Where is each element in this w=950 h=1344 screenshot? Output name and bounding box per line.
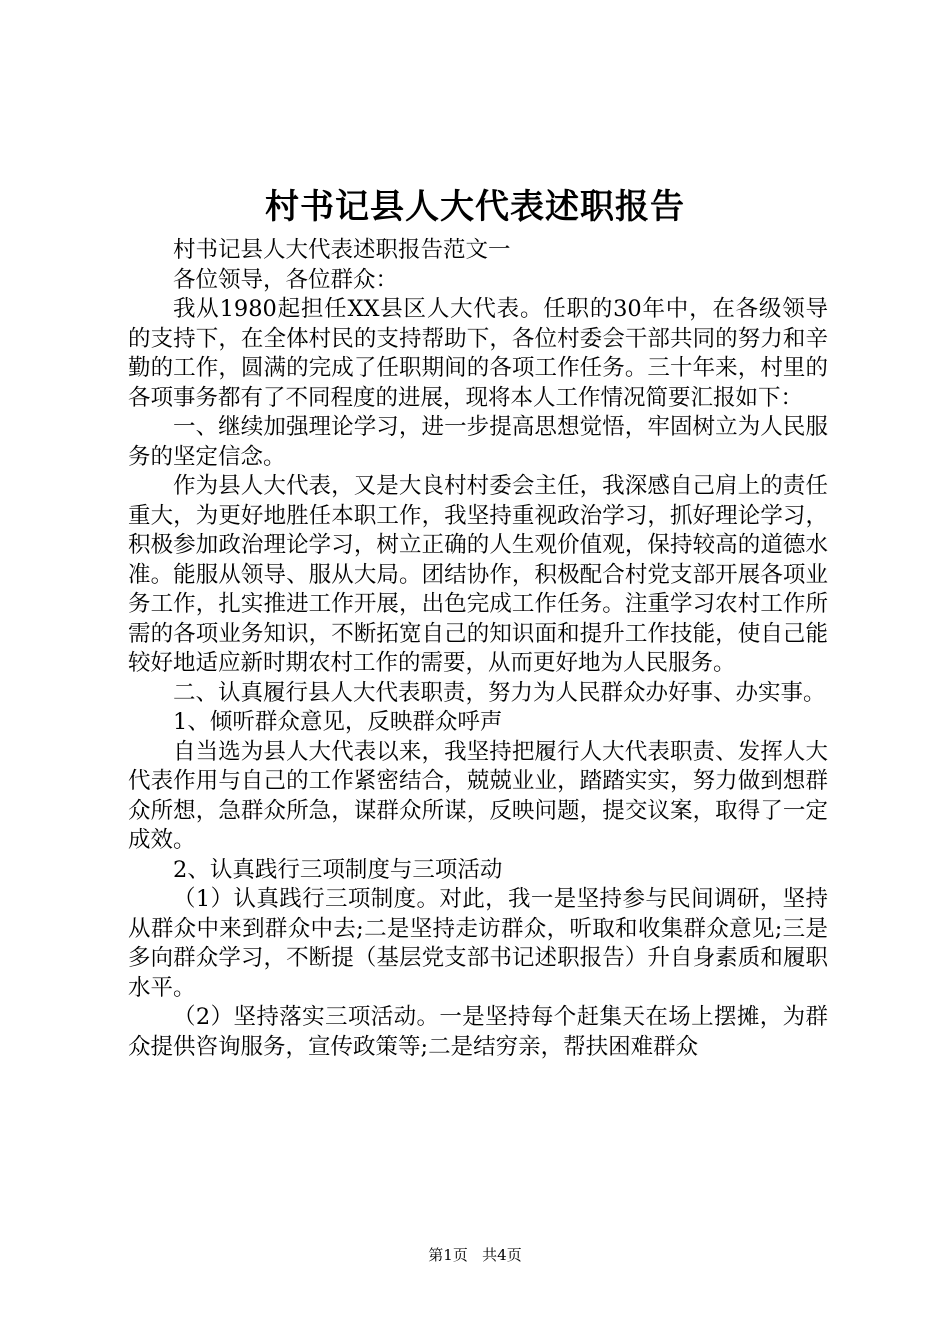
page-footer [0,1245,950,1265]
body-paragraph: 自当选为县人大代表以来，我坚持把履行人大代表职责、发挥人大代表作用与自己的工作紧密结合，兢兢业业，踏踏实实，努力做到想群众所想，急群众所急，谋群众所谋，反映问题，提交议案，取得了一定成效。 [128,738,828,853]
subsection-heading-2: 2、认真践行三项制度与三项活动 [173,856,503,883]
section-heading-2: 二、认真履行县人大代表职责，努力为人民群众办好事、办实事。 [173,679,826,706]
subtitle-paragraph: 村书记县人大代表述职报告范文一 [173,237,511,263]
salutation-paragraph: 各位领导，各位群众： [173,266,399,293]
section-heading-1: 一、继续加强理论学习，进一步提高思想觉悟，牢固树立为人民服务的坚定信念。 [128,414,828,470]
body-paragraph: （2）坚持落实三项活动。一是坚持每个赶集天在场上摆摊，为群众提供咨询服务，宣传政策等;二是结穷亲，帮扶困难群众 [128,1004,828,1060]
page-separator [473,1246,478,1264]
intro-paragraph: 我从1980起担任XX县区人大代表。任职的30年中，在各级领导的支持下，在全体村民的支持帮助下，各位村委会干部共同的努力和辛勤的工作，圆满的完成了任职期间的各项工作任务。三十年来，村里的各项事务都有了不同程度的进展，现将本人工作情况简要汇报如下： [128,296,828,411]
page-number: 第1页 [428,1246,468,1264]
page-total: 共4页 [482,1246,522,1264]
document-body [128,236,828,1062]
body-paragraph: （1）认真践行三项制度。对此，我一是坚持参与民间调研，坚持从群众中来到群众中去;二是坚持走访群众，听取和收集群众意见;三是多向群众学习，不断提（基层党支部书记述职报告）升自身素质和履职水平。 [128,886,828,1001]
subsection-heading-1: 1、倾听群众意见，反映群众呼声 [173,709,503,735]
body-paragraph: 作为县人大代表，又是大良村村委会主任，我深感自己肩上的责任重大，为更好地胜任本职工作，我坚持重视政治学习，抓好理论学习，积极参加政治理论学习，树立正确的人生观价值观，保持较高的道德水准。能服从领导、服从大局。团结协作，积极配合村党支部开展各项业务工作，扎实推进工作开展，出色完成工作任务。注重学习农村工作所需的各项业务知识，不断拓宽自己的知识面和提升工作技能，使自己能较好地适应新时期农村工作的需要，从而更好地为人民服务。 [128,473,828,676]
document-title: 村书记县人大代表述职报告 [265,187,685,227]
